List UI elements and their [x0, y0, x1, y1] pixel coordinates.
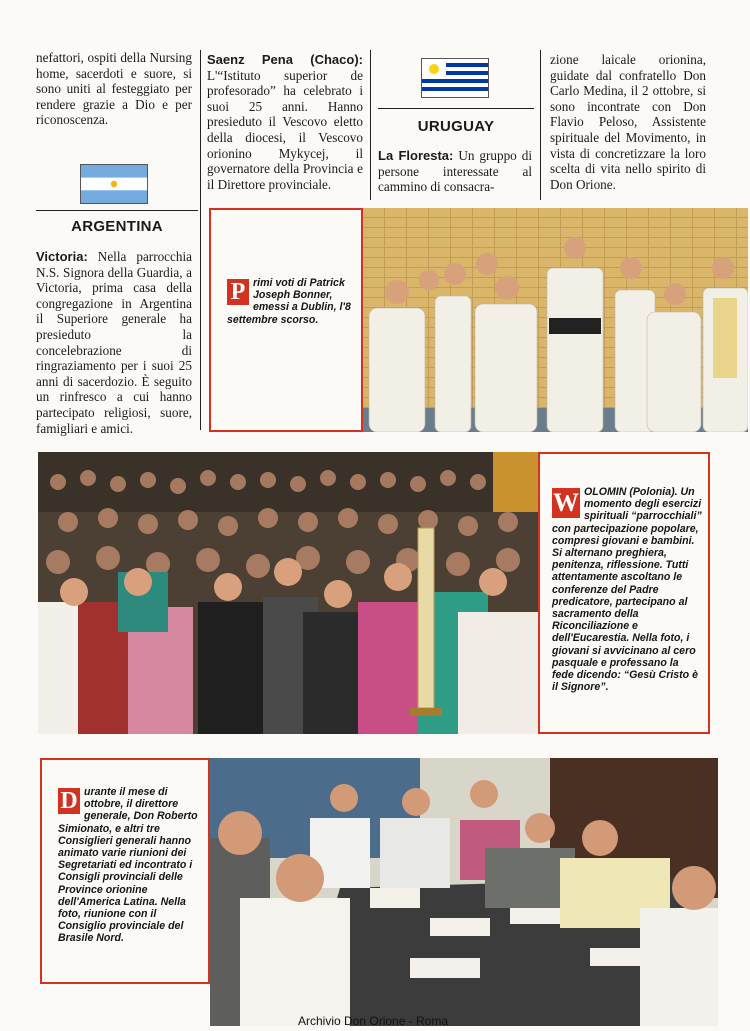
chaco-paragraph	[207, 52, 363, 192]
col1-continuation-text: nefattori, ospiti della Nursing home, sacerdoti e suore, si sono uniti al festeggiato per rendere grazie a Dio e per riconoscenza.	[36, 50, 192, 128]
dublin-dropcap: P	[227, 279, 249, 305]
argentina-heading: ARGENTINA	[71, 218, 163, 235]
america-caption	[58, 786, 204, 945]
argentina-paragraph	[36, 249, 192, 436]
chaco-text: L'“Istituto superior de profesorado” ha celebrato i suoi 25 anni. Hanno presieduto il Vescovo eletto della diocesi, il Vescovo orionino Mykycej, il governatore della Provincia e il Direttore provinciale.	[207, 67, 363, 192]
america-caption-text: urante il mese di ottobre, il direttore generale, Don Roberto Simionato, e altri tre Consiglieri generali hanno animato varie riunioni dei Segretariati ed incontrato i Consigli provinciali delle Province orionine dell'America Latina. Nella foto, riunione con il Consiglio provinciale del Brasile Nord.	[58, 786, 198, 945]
column-4-top-text	[550, 52, 706, 192]
column-1-top-text	[36, 50, 192, 128]
dublin-group-photo	[363, 208, 748, 432]
dublin-caption-text: rimi voti di Patrick Joseph Bonner, emessi a Dublin, l'8 settembre scorso.	[227, 277, 351, 326]
col4-continuation-text: zione laicale orionina, guidate dal confratello Don Carlo Medina, il 2 ottobre, si sono incontrate con Don Flavio Peloso, Assistente spirituale del Movimento, in vista di concretizzare la loro scelta di vita nello spirito di Don Orione.	[550, 52, 706, 192]
wolomin-dropcap: W	[553, 488, 579, 517]
argentina-text: Nella parrocchia N.S. Signora della Guardia, a Victoria, prima casa della congregazione in Argentina il Superiore generale ha presieduto la concelebrazione di ringraziamento per i suoi 25 anni di sacerdozio. È seguito un rinfresco a cui hanno partecipato religiosi, suore, famigliari e amici.	[36, 249, 193, 436]
dublin-caption	[227, 277, 351, 326]
uruguay-lead: La Floresta:	[378, 148, 454, 163]
uruguay-flag-icon	[421, 58, 489, 98]
america-dropcap: D	[58, 788, 80, 814]
argentina-lead: Victoria:	[36, 249, 88, 264]
column-divider-1	[200, 50, 201, 430]
argentina-flag-icon	[80, 164, 148, 204]
uruguay-heading: URUGUAY	[417, 118, 495, 135]
america-caption-box	[40, 758, 210, 984]
meeting-photo	[210, 758, 718, 1026]
wolomin-crowd-photo	[38, 452, 538, 734]
wolomin-caption-text: OLOMIN (Polonia). Un momento degli esercizi spirituali “parrocchiali” con partecipazione popolare, compresi giovani e bambini. Si alternano preghiera, penitenza, riflessione. Tutti attentamente ascoltano le conferenze del Padre predicatore, partecipano al sacramento della Riconciliazione e dell'Eucarestia. Nella foto, i giovani si avvicinano al cero pasquale e professano la fede dicendo: “Gesù Cristo è il Signore”.	[552, 486, 702, 694]
archive-watermark: Archivio Don Orione - Roma	[298, 1014, 449, 1028]
wolomin-caption-box	[538, 452, 710, 734]
uruguay-text: Un gruppo di persone interessate al cammino di consacra-	[378, 148, 532, 195]
dublin-caption-box	[209, 208, 363, 432]
wolomin-caption	[552, 486, 702, 693]
argentina-heading-rule	[36, 210, 198, 211]
column-divider-2	[370, 50, 371, 200]
uruguay-paragraph	[378, 148, 532, 195]
uruguay-heading-rule	[378, 108, 534, 109]
column-divider-3	[540, 50, 541, 200]
chaco-lead: Saenz Pena (Chaco):	[207, 52, 363, 67]
